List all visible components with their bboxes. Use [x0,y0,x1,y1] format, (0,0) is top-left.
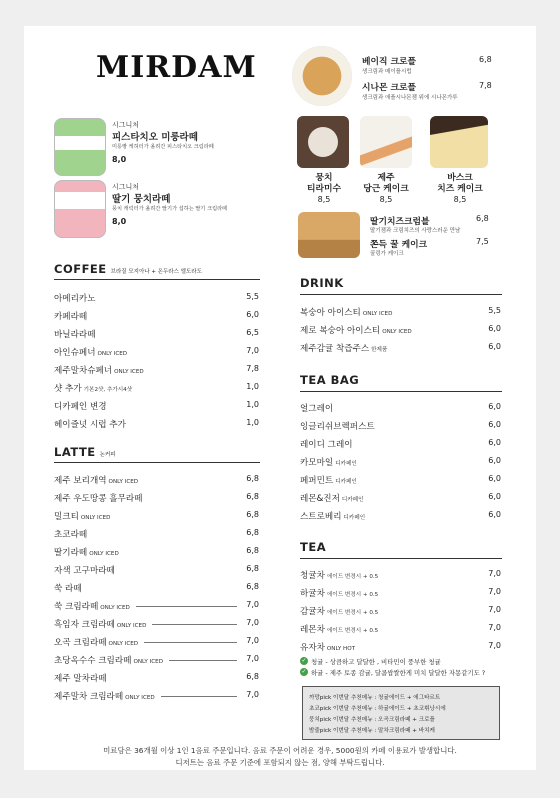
cake-tiramisu-price: 8,5 [317,195,331,204]
pick-line: 초코pick 이번달 추천메뉴 : 하귤에이드 + 초코휘낭시에 [309,706,446,712]
tea-legend [300,657,510,679]
signature-item-strawberry [54,180,284,242]
cake-tiramisu-name2: 티라미수 [307,184,341,194]
pick-line: 까망pick 이번달 추천메뉴 : 청귤에이드 + 에그타르트 [309,695,441,701]
coffee-list [54,289,259,433]
drink-divider [300,294,502,295]
item-name: 제주말차슈페너 ONLY ICED [54,366,144,376]
coffee-section-title [54,262,202,276]
crumble-name: 딸기치즈크럼블 [370,217,430,227]
latte-title: LATTE [54,445,96,459]
item-price: 6,0 [488,510,501,519]
item-price: 6,0 [246,310,259,319]
croffle-cinnamon-price: 7,8 [479,81,492,90]
teabag-section-title: TEA BAG [300,373,360,387]
teabag-divider [300,391,502,392]
item-name: 감귤차 에이드 변경시 + 0.5 [300,607,379,617]
monthly-pick-box [302,686,500,740]
cake-carrot-name1: 제주 [377,173,395,183]
item-note: 에이드 변경시 + 0.5 [326,610,379,616]
cake-carrot-price: 8,5 [379,195,393,204]
signature-name: 피스타치오 미룽라떼 [112,132,198,143]
coffee-divider [54,279,260,280]
cake-basque-name1: 바스크 [447,173,473,183]
item-name: 자색 고구마라떼 [54,566,115,576]
tea-divider [300,558,502,559]
item-price: 7,0 [246,600,259,609]
cake-tiramisu-name1: 뭉치 [315,173,333,183]
item-name: 복숭아 아이스티 ONLY ICED [300,308,393,318]
item-price: 1,0 [246,382,259,391]
footer-notice-1: 미료담은 36개월 이상 1인 1음료 주문입니다. 음료 주문이 어려운 경우, 5000원의 카페 이용료가 발생합니다. [103,746,457,755]
crumble-image [298,212,360,258]
tea-menu-row [300,602,501,620]
latte-menu-row [54,489,259,507]
item-price: 6,0 [488,492,501,501]
leader-line [136,606,237,607]
item-name: 카페라떼 [54,312,88,322]
item-price: 1,0 [246,400,259,409]
item-name: 레몬차 에이드 변경시 + 0.5 [300,625,379,635]
item-note: ONLY HOT [326,646,356,652]
item-name: 카모마일 디카페인 [300,458,357,468]
item-price: 7,0 [246,346,259,355]
item-name: 헤이즐넛 시럽 추가 [54,420,126,430]
crumble-desc: 딸기잼과 크림치즈의 사랑스러운 만남 [370,228,461,234]
coffee-menu-row [54,325,259,343]
signature-price: 8,0 [112,155,127,164]
item-note: ONLY ICED [133,659,164,665]
item-price: 6,8 [246,672,259,681]
item-note: 에이드 변경시 + 0.5 [326,628,379,634]
coffee-title: COFFEE [54,262,107,276]
item-note: ONLY ICED [125,695,155,701]
item-price: 7,0 [488,587,501,596]
item-price: 5,5 [246,292,259,301]
latte-menu-row [54,525,259,543]
item-note: 에이드 변경시 + 0.5 [326,592,379,598]
item-name: 딸기라떼 ONLY ICED [54,548,119,558]
tiramisu-image [297,116,349,168]
item-name: 바닐라라떼 [54,330,96,340]
item-name: 흑임자 크림라떼 ONLY ICED [54,620,147,630]
item-name: 잉글리쉬브렉퍼스트 [300,422,375,432]
coffee-menu-row [54,307,259,325]
latte-menu-row [54,687,259,705]
latte-list [54,471,259,705]
teabag-menu-row [300,507,501,525]
item-name: 유자차 ONLY HOT [300,643,356,653]
pick-line: 밤줄pick 이번달 추천메뉴 : 말차크림라떼 + 바치케 [309,728,435,734]
tea-menu-row [300,566,501,584]
item-name: 샷 추가 기본2샷, 추가시4샷 [54,384,133,394]
item-note: ONLY ICED [116,623,147,629]
item-note: ONLY ICED [80,515,111,521]
item-price: 1,0 [246,418,259,427]
item-price: 7,0 [488,569,501,578]
carrot-cake-image [360,116,412,168]
item-name: 제로 복숭아 아이스티 ONLY ICED [300,326,412,336]
item-note: 에이드 변경시 + 0.5 [326,574,379,580]
honey-cake-price: 7,5 [476,237,489,246]
legend-item: ✓ 청귤 - 상큼하고 달달한 , 비타민이 풍부한 청귤 [301,657,441,666]
item-name: 청귤차 에이드 변경시 + 0.5 [300,571,379,581]
latte-menu-row [54,597,259,615]
item-price: 6,0 [488,456,501,465]
item-note: ONLY ICED [108,641,139,647]
teabag-menu-row [300,489,501,507]
croffle-image [292,46,352,106]
item-name: 제주감귤 착즙주스 한제품 [300,344,388,354]
tea-menu-row [300,584,501,602]
item-note: 기본2샷, 추가시4샷 [83,387,133,393]
pick-line: 뭉치pick 이번달 추천메뉴 : 오곡크림라떼 + 크로플 [309,717,435,723]
signature-desc: 뭉치 캐릭터가 올려간 딸기가 섭하는 딸기 크림라떼 [112,206,228,212]
item-note: 디카페인 [341,497,364,503]
item-price: 7,0 [246,618,259,627]
drink-menu-row [300,321,501,339]
drink-section-title: DRINK [300,276,344,290]
item-note: ONLY ICED [97,351,128,357]
leader-line [169,660,237,661]
item-price: 6,8 [246,474,259,483]
drink-menu-row [300,339,501,357]
latte-menu-row [54,507,259,525]
coffee-menu-row [54,415,259,433]
item-name: 스트로베리 디카페인 [300,512,366,522]
item-name: 쑥 라떼 [54,584,82,594]
check-icon: ✓ [301,657,307,664]
item-name: 쑥 크림라떼 ONLY ICED [54,602,130,612]
coffee-subtitle: 브라질 모지아나 + 온두라스 엘도라도 [110,269,202,275]
crumble-price: 6,8 [476,214,489,223]
leader-line [144,642,237,643]
coffee-menu-row [54,379,259,397]
item-price: 6,0 [488,342,501,351]
drink-menu-row [300,303,501,321]
brand-logo: MIRDAM [96,50,257,85]
latte-menu-row [54,543,259,561]
item-name: 오곡 크림라떼 ONLY ICED [54,638,139,648]
cake-carrot-name2: 당근 케이크 [363,184,409,194]
item-price: 7,0 [488,623,501,632]
latte-subtitle: 논커피 [99,452,116,458]
signature-name: 딸기 뭉치라떼 [112,194,171,205]
item-price: 6,0 [488,402,501,411]
tea-menu-row [300,638,501,656]
latte-menu-row [54,615,259,633]
item-price: 6,8 [246,582,259,591]
teabag-menu-row [300,453,501,471]
item-note: ONLY ICED [114,369,144,375]
coffee-menu-row [54,361,259,379]
teabag-menu-row [300,471,501,489]
item-price: 6,8 [246,546,259,555]
legend-item: ✓ 하귤 - 제주 토종 감귤, 달콤쌉쌀한게 미치 달달한 자몽같기도 ? [301,668,486,677]
item-note: 디카페인 [335,479,357,485]
latte-menu-row [54,651,259,669]
item-price: 6,8 [246,492,259,501]
tea-menu-row [300,620,501,638]
item-note: 디카페인 [335,461,357,467]
footer-notice-2: 디저트는 음료 주문 기준에 포함되지 않는 점, 양해 부탁드립니다. [175,758,385,767]
item-name: 제주 보리개역 ONLY ICED [54,476,139,486]
item-note: ONLY ICED [100,605,130,611]
drink-list [300,303,501,357]
item-price: 7,0 [488,605,501,614]
item-price: 6,8 [246,528,259,537]
item-name: 얼그레이 [300,404,334,414]
signature-tag: 시그니처 [112,121,140,129]
item-name: 아메리카노 [54,294,96,304]
teabag-menu-row [300,417,501,435]
cake-basque-price: 8,5 [453,195,467,204]
croffle-basic-name: 베이직 크로플 [362,57,417,67]
item-note: ONLY ICED [89,551,119,557]
teabag-menu-row [300,399,501,417]
item-note: ONLY ICED [362,311,393,317]
item-name: 하귤차 에이드 변경시 + 0.5 [300,589,379,599]
latte-menu-row [54,669,259,687]
pistachio-latte-image [54,118,106,176]
item-price: 5,5 [488,306,501,315]
item-price: 6,5 [246,328,259,337]
item-name: 초코라떼 [54,530,88,540]
croffle-cinnamon-name: 시나몬 크로플 [362,83,417,93]
latte-section-title [54,445,116,459]
item-price: 6,8 [246,510,259,519]
item-price: 7,0 [488,641,501,650]
latte-menu-row [54,471,259,489]
item-name: 제주 말차라떼 [54,674,107,684]
latte-divider [54,462,260,463]
item-price: 6,8 [246,564,259,573]
item-price: 7,0 [246,636,259,645]
item-name: 제주말차 크림라떼 ONLY ICED [54,692,155,702]
item-name: 레몬&진저 디카페인 [300,494,364,504]
signature-item-pistachio [54,118,284,180]
item-price: 6,0 [488,438,501,447]
item-name: 초당옥수수 크림라떼 ONLY ICED [54,656,164,666]
signature-price: 8,0 [112,217,127,226]
item-price: 7,0 [246,654,259,663]
item-name: 아인슈페너 ONLY ICED [54,348,128,358]
item-name: 디카페인 변경 [54,402,107,412]
croffle-cinnamon-desc: 생크림과 애플시나몬잼 위에 시나몬가루 [362,95,458,101]
item-note: 디카페인 [343,515,366,521]
strawberry-latte-image [54,180,106,238]
item-note: ONLY ICED [382,329,412,335]
check-icon: ✓ [301,668,307,675]
leader-line [161,696,237,697]
tea-section-title: TEA [300,540,327,554]
honey-cake-desc: 꿀링가 케이크 [370,251,404,257]
item-price: 7,0 [246,690,259,699]
coffee-menu-row [54,397,259,415]
item-name: 페퍼민트 디카페인 [300,476,357,486]
signature-desc: 미룽빵 케허터가 올려간 피스타치오 크림라떼 [112,144,214,150]
item-note: ONLY ICED [108,479,139,485]
cake-basque-name2: 치즈 케이크 [437,184,483,194]
item-price: 6,0 [488,474,501,483]
tea-list [300,566,501,656]
item-name: 레이디 그레이 [300,440,353,450]
latte-menu-row [54,633,259,651]
item-name: 밀크티 ONLY ICED [54,512,111,522]
latte-menu-row [54,561,259,579]
item-name: 제주 우도땅콩 흘무라떼 [54,494,143,504]
coffee-menu-row [54,343,259,361]
honey-cake-name: 쫀득 꿀 케이크 [370,240,428,250]
teabag-menu-row [300,435,501,453]
item-note: 한제품 [371,347,388,353]
latte-menu-row [54,579,259,597]
basque-cheesecake-image [430,116,488,168]
item-price: 6,0 [488,420,501,429]
coffee-menu-row [54,289,259,307]
croffle-basic-desc: 생크림과 메이플시럽 [362,69,412,75]
leader-line [152,624,237,625]
item-price: 7,8 [246,364,259,373]
signature-tag: 시그니처 [112,183,140,191]
teabag-list [300,399,501,525]
item-price: 6,0 [488,324,501,333]
croffle-basic-price: 6,8 [479,55,492,64]
